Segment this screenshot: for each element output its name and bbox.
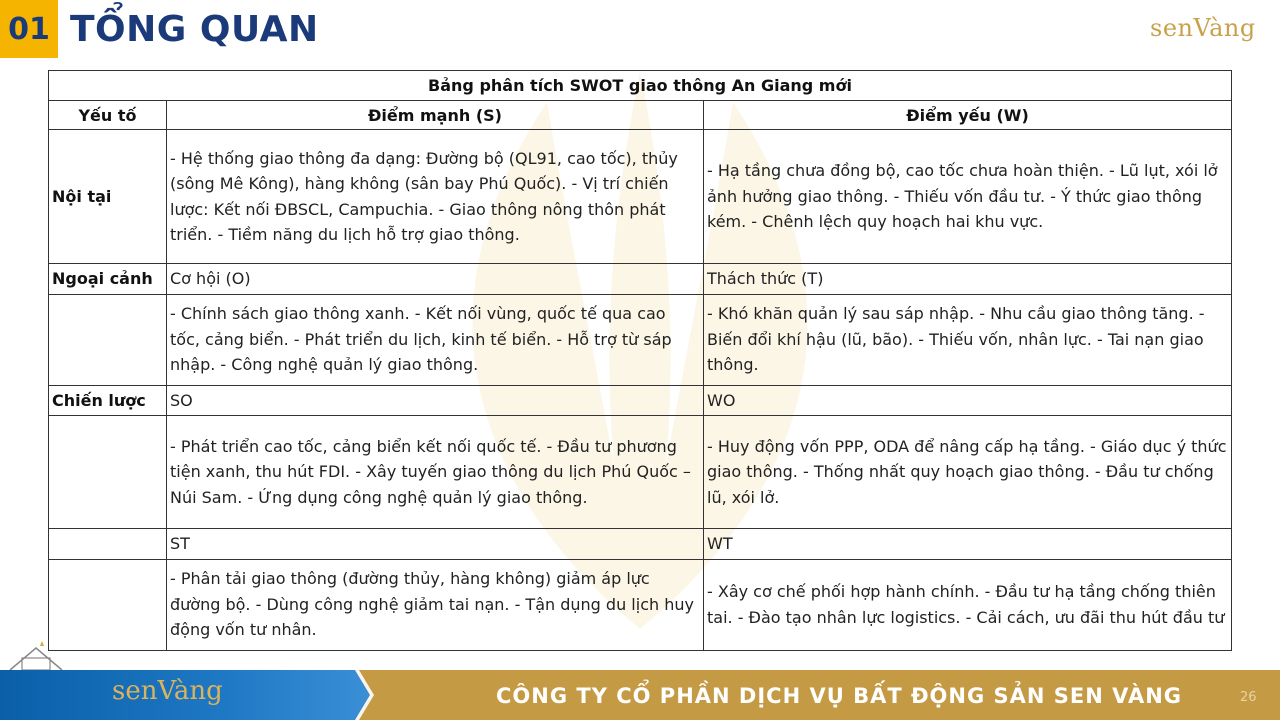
row-left-cell: - Hệ thống giao thông đa dạng: Đường bộ (QL91, cao tốc), thủy (sông Mê Kông), hàng không (sân bay Phú Quốc). - Vị trí chiến lược: Kết nối ĐBSCL, Campuchia. - Giao thông nông thôn phát triển. - Tiềm năng du lịch hỗ trợ giao thông. [167, 130, 704, 264]
row-right-cell: - Hạ tầng chưa đồng bộ, cao tốc chưa hoàn thiện. - Lũ lụt, xói lở ảnh hưởng giao thông. - Thiếu vốn đầu tư. - Ý thức giao thông kém. - Chênh lệch quy hoạch hai khu vực. [704, 130, 1232, 264]
building-icon [4, 640, 68, 672]
row-left-cell: - Chính sách giao thông xanh. - Kết nối vùng, quốc tế qua cao tốc, cảng biển. - Phát triển du lịch, kinh tế biển. - Hỗ trợ từ sáp nhập. - Công nghệ quản lý giao thông. [167, 294, 704, 385]
table-row [49, 385, 1232, 416]
row-factor: Nội tại [49, 130, 167, 264]
row-right-cell: - Huy động vốn PPP, ODA để nâng cấp hạ tầng. - Giáo dục ý thức giao thông. - Thống nhất quy hoạch giao thông. - Đầu tư chống lũ, xói lở. [704, 416, 1232, 529]
footer-logo-text: senVàng [112, 676, 223, 706]
column-header-weaknesses: Điểm yếu (W) [704, 101, 1232, 130]
table-row [49, 294, 1232, 385]
table-row [49, 130, 1232, 264]
row-factor [49, 529, 167, 560]
row-factor: Chiến lược [49, 385, 167, 416]
page-number: 26 [1240, 690, 1257, 705]
table-row [49, 559, 1232, 650]
table-title: Bảng phân tích SWOT giao thông An Giang mới [49, 71, 1232, 101]
row-left-cell: - Phát triển cao tốc, cảng biển kết nối quốc tế. - Đầu tư phương tiện xanh, thu hút FDI. - Xây tuyến giao thông du lịch Phú Quốc – Núi Sam. - Ứng dụng công nghệ quản lý giao thông. [167, 416, 704, 529]
table-row [49, 529, 1232, 560]
row-left-cell: - Phân tải giao thông (đường thủy, hàng không) giảm áp lực đường bộ. - Dùng công nghệ giảm tai nạn. - Tận dụng du lịch huy động vốn tư nhân. [167, 559, 704, 650]
row-left-cell: SO [167, 385, 704, 416]
row-factor [49, 416, 167, 529]
row-factor: Ngoại cảnh [49, 264, 167, 295]
row-left-cell: ST [167, 529, 704, 560]
table-title-row [49, 71, 1232, 101]
row-right-cell: WO [704, 385, 1232, 416]
brand-logo [1148, 4, 1274, 48]
swot-table [48, 70, 1232, 651]
table-row [49, 416, 1232, 529]
row-right-cell: - Khó khăn quản lý sau sáp nhập. - Nhu cầu giao thông tăng. - Biến đổi khí hậu (lũ, bão). - Thiếu vốn, nhân lực. - Tai nạn giao thông. [704, 294, 1232, 385]
row-left-cell: Cơ hội (O) [167, 264, 704, 295]
row-right-cell: - Xây cơ chế phối hợp hành chính. - Đầu tư hạ tầng chống thiên tai. - Đào tạo nhân lực logistics. - Cải cách, ưu đãi thu hút đầu tư [704, 559, 1232, 650]
table-row [49, 264, 1232, 295]
table-header-row [49, 101, 1232, 130]
footer-company-name: CÔNG TY CỔ PHẦN DỊCH VỤ BẤT ĐỘNG SẢN SEN VÀNG [496, 684, 1183, 708]
page-title: TỔNG QUAN [70, 9, 319, 50]
row-factor [49, 294, 167, 385]
row-factor [49, 559, 167, 650]
column-header-strengths: Điểm mạnh (S) [167, 101, 704, 130]
row-right-cell: WT [704, 529, 1232, 560]
logo-text: senVàng [1150, 14, 1256, 42]
column-header-factor: Yếu tố [49, 101, 167, 130]
row-right-cell: Thách thức (T) [704, 264, 1232, 295]
section-number: 01 [0, 0, 58, 58]
